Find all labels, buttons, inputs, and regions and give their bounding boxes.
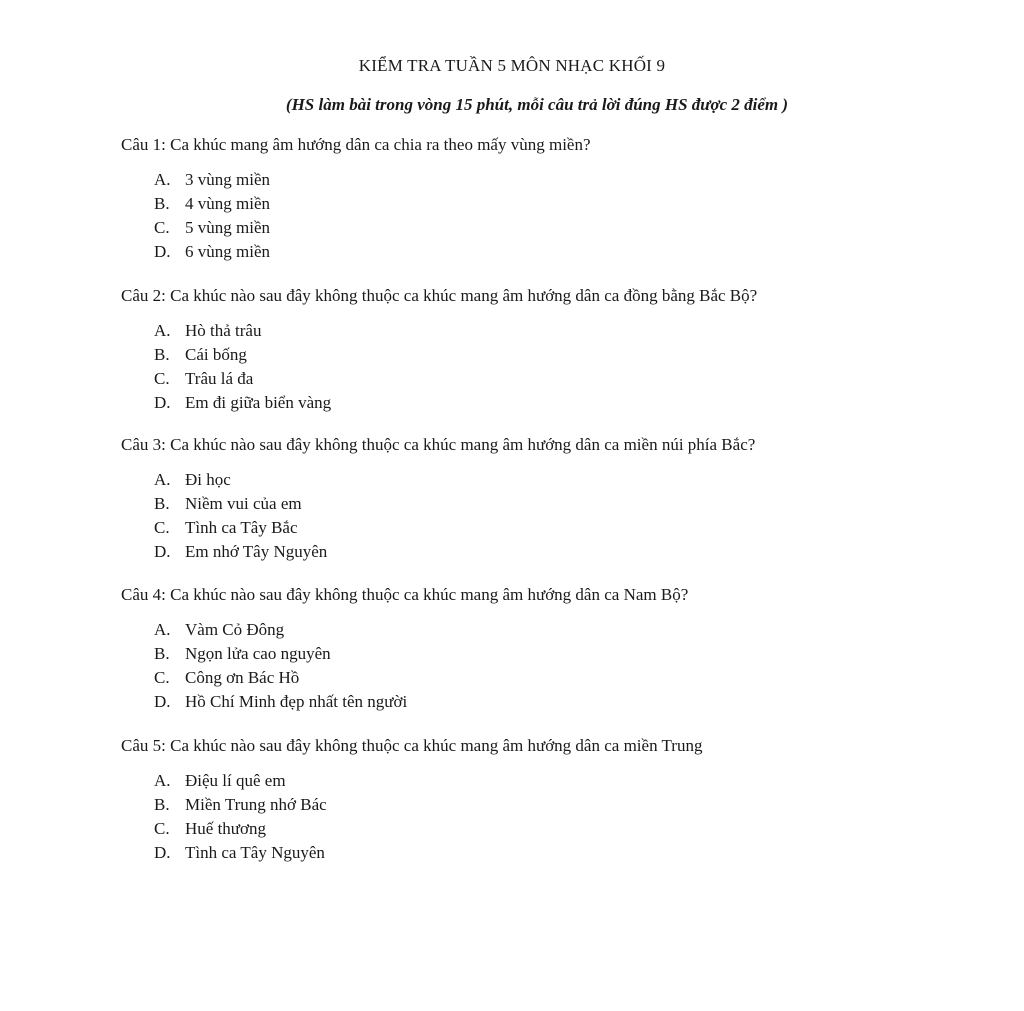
option-a: [154, 168, 981, 192]
option-text: Tình ca Tây Bắc: [185, 518, 298, 537]
answer-options: [121, 319, 981, 415]
option-c: [154, 367, 981, 391]
option-c: [154, 516, 981, 540]
option-b: [154, 642, 981, 666]
option-a: [154, 468, 981, 492]
option-text: Miền Trung nhớ Bác: [185, 795, 327, 814]
answer-options: [121, 168, 981, 264]
option-b: [154, 492, 981, 516]
option-a: [154, 769, 981, 793]
option-letter: A.: [154, 170, 171, 189]
option-b: [154, 192, 981, 216]
option-d: [154, 240, 981, 264]
option-letter: A.: [154, 470, 171, 489]
option-b: [154, 343, 981, 367]
question-text: Câu 5: Ca khúc nào sau đây không thuộc ca khúc mang âm hướng dân ca miền Trung: [121, 736, 703, 755]
option-text: Công ơn Bác Hồ: [185, 668, 300, 687]
question-3: [121, 434, 981, 564]
option-text: Trâu lá đa: [185, 369, 254, 388]
option-text: Ngọn lửa cao nguyên: [185, 644, 331, 663]
option-d: [154, 690, 981, 714]
option-text: Hò thả trâu: [185, 321, 262, 340]
option-text: 5 vùng miền: [185, 218, 270, 237]
option-c: [154, 216, 981, 240]
option-letter: B.: [154, 494, 170, 513]
option-text: Em nhớ Tây Nguyên: [185, 542, 328, 561]
answer-options: [121, 618, 981, 714]
question-text: Câu 2: Ca khúc nào sau đây không thuộc ca khúc mang âm hướng dân ca đồng bằng Bắc Bộ?: [121, 286, 758, 305]
option-letter: B.: [154, 795, 170, 814]
option-letter: D.: [154, 393, 171, 412]
option-text: 3 vùng miền: [185, 170, 270, 189]
option-text: Huế thương: [185, 819, 266, 838]
option-letter: B.: [154, 194, 170, 213]
option-text: Tình ca Tây Nguyên: [185, 843, 325, 862]
option-b: [154, 793, 981, 817]
option-letter: C.: [154, 518, 170, 537]
document-subtitle: (HS làm bài trong vòng 15 phút, mỗi câu trả lời đúng HS được 2 điểm ): [285, 95, 789, 114]
question-5: [121, 735, 981, 865]
option-text: Cái bống: [185, 345, 247, 364]
option-text: 6 vùng miền: [185, 242, 270, 261]
option-d: [154, 540, 981, 564]
option-letter: A.: [154, 620, 171, 639]
question-1: [121, 134, 981, 264]
option-text: Em đi giữa biển vàng: [185, 393, 332, 412]
option-d: [154, 841, 981, 865]
question-4: [121, 584, 981, 714]
answer-options: [121, 468, 981, 564]
option-letter: B.: [154, 644, 170, 663]
option-letter: C.: [154, 369, 170, 388]
option-letter: A.: [154, 771, 171, 790]
question-text: Câu 3: Ca khúc nào sau đây không thuộc ca khúc mang âm hướng dân ca miền núi phía Bắc?: [121, 435, 756, 454]
option-text: Hồ Chí Minh đẹp nhất tên người: [185, 692, 408, 711]
option-text: Niềm vui của em: [185, 494, 302, 513]
question-text: Câu 1: Ca khúc mang âm hướng dân ca chia ra theo mấy vùng miền?: [121, 135, 591, 154]
option-a: [154, 618, 981, 642]
option-letter: D.: [154, 843, 171, 862]
option-d: [154, 391, 981, 415]
option-letter: A.: [154, 321, 171, 340]
option-letter: C.: [154, 819, 170, 838]
option-a: [154, 319, 981, 343]
option-c: [154, 817, 981, 841]
option-letter: C.: [154, 668, 170, 687]
option-letter: D.: [154, 692, 171, 711]
option-letter: D.: [154, 542, 171, 561]
document-title: KIỂM TRA TUẦN 5 MÔN NHẠC KHỐI 9: [358, 56, 666, 75]
option-text: Vàm Cỏ Đông: [185, 620, 285, 639]
option-c: [154, 666, 981, 690]
option-letter: B.: [154, 345, 170, 364]
option-letter: D.: [154, 242, 171, 261]
option-letter: C.: [154, 218, 170, 237]
answer-options: [121, 769, 981, 865]
question-text: Câu 4: Ca khúc nào sau đây không thuộc ca khúc mang âm hướng dân ca Nam Bộ?: [121, 585, 689, 604]
option-text: Đi học: [185, 470, 231, 489]
option-text: Điệu lí quê em: [185, 771, 286, 790]
question-2: [121, 285, 981, 415]
option-text: 4 vùng miền: [185, 194, 270, 213]
